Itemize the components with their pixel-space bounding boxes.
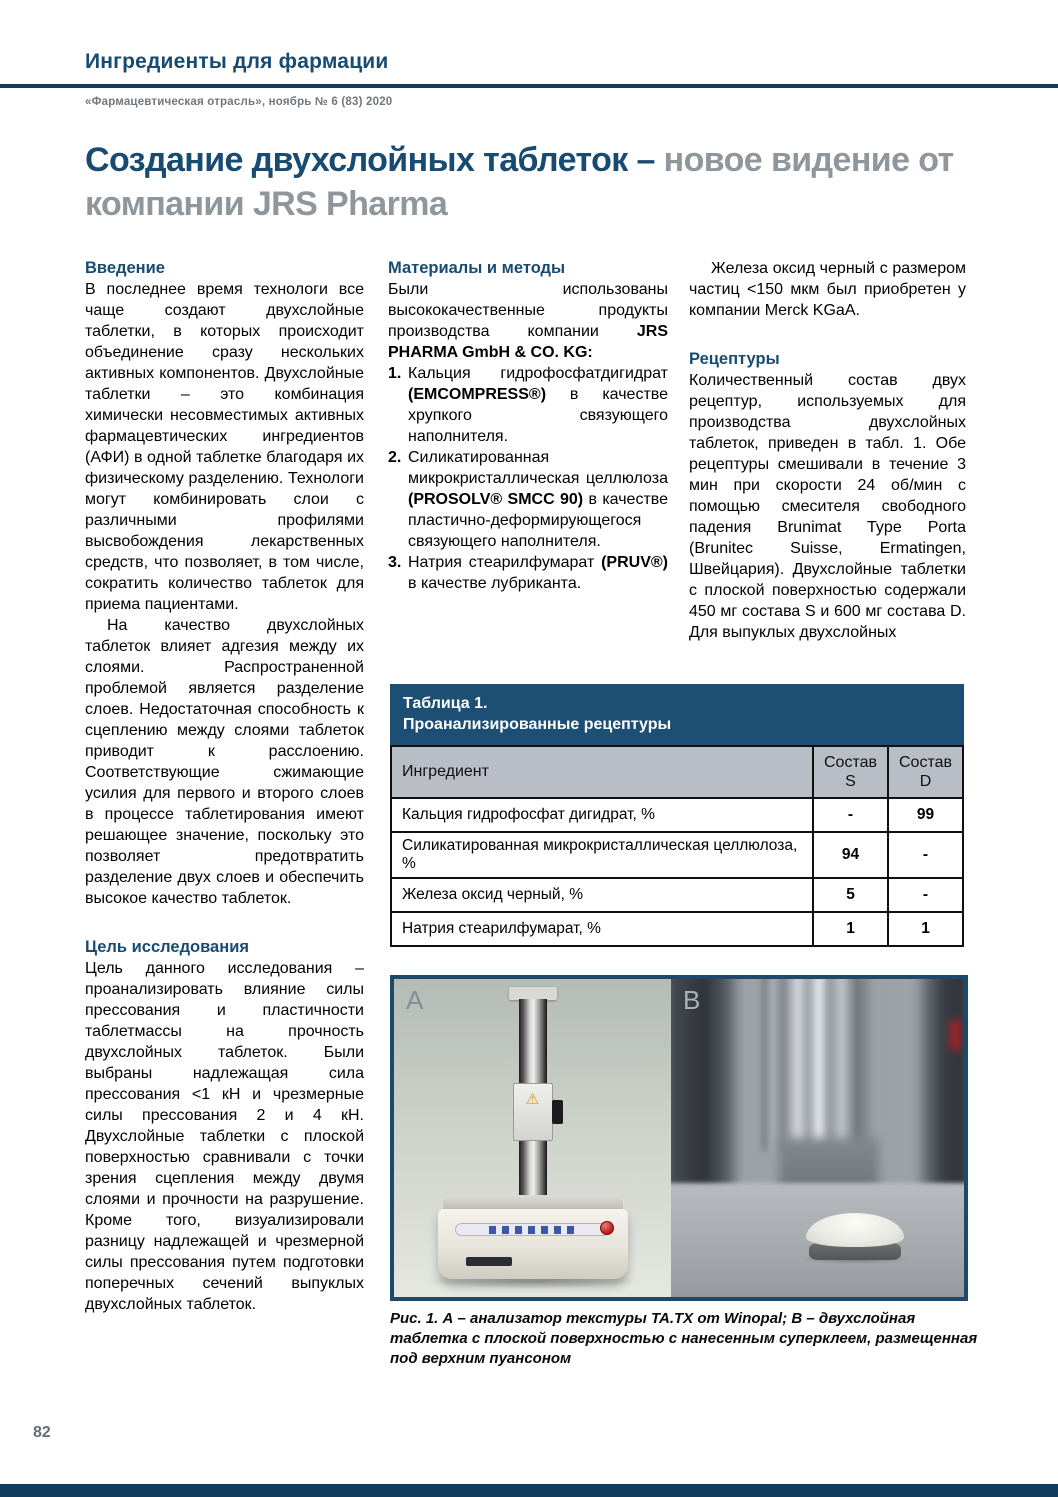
column-header-text: D [919,773,932,790]
list-text: в качестве лубриканта. [408,575,582,592]
analyzer-base [438,1209,628,1279]
column-3 [689,258,966,643]
product-name: (PROSOLV® SMCC 90) [408,491,584,508]
texture-analyzer-illustration [394,979,671,1297]
background-column-right [920,979,964,1205]
brand-plate [466,1257,512,1266]
table-1 [390,684,964,947]
figure-caption: Рис. 1. А – анализатор текстуры TA.TX от Winopal; В – двухслойная таблетка с плоской поверхностью с нанесенным суперклеем, размещенная под верхним пуансоном [390,1310,978,1367]
table-title [390,684,964,745]
paragraph-text: Были использованы высококачественные продукты производства компании [388,281,668,340]
list-number: 1. [388,365,402,382]
list-text: Кальция гидрофосфатдигидрат [408,365,668,382]
cell-ingredient: Кальция гидрофосфат дигидрат, % [391,798,813,832]
list-text: Силикатированная микрокристаллическая целлюлоза [408,449,668,487]
cell-value-d: 99 [888,798,963,832]
paragraph [388,279,668,363]
article-title-sub-line1: новое видение от [663,141,954,179]
heading-formulations: Рецептуры [689,350,780,368]
table-row [391,832,963,878]
heading-introduction: Введение [85,259,165,277]
warning-icon: ⚠ [525,1091,540,1108]
issue-line: «Фармацевтическая отрасль», ноябрь № 6 (83) 2020 [85,96,393,108]
brand-name: JRS PHARMA GmbH & CO. KG: [388,323,668,361]
list-text: в качестве пластично-деформирующегося связующего наполнителя. [408,491,668,550]
analyzer-knob [552,1100,563,1124]
header-rule [0,84,1058,88]
table-header-row [391,746,963,798]
table-row [391,798,963,832]
heading-goal: Цель исследования [85,938,249,956]
spacer [85,909,364,937]
emergency-button [600,1221,614,1235]
list-item [388,552,668,594]
control-buttons [489,1226,575,1234]
control-strip [455,1223,611,1236]
list-number: 2. [388,449,402,466]
table-row [391,912,963,946]
cell-value-s: 1 [813,912,888,946]
figure-panel-a [394,979,671,1297]
list-text: Натрия стеарилфумарат [408,554,602,571]
spacer [689,321,966,349]
paragraph: На качество двухслойных таблеток влияет адгезия между их слоями. Распространенной проблемой является разделение слоев. Недостаточная способность к сцеплению между слоями таблеток приводит к расслоению. Соответствующие сжимающие усилия для первого и второго слоев в процессе таблетирования имеют решающее значение, поскольку это позволяет предотвратить разделение двух слоев и обеспечить высокое качество таблеток. [85,617,364,907]
panel-b-label: B [683,985,701,1015]
list-item [388,447,668,552]
article-title-sub-line2: компании JRS Pharma [85,185,448,223]
column-2 [388,258,668,594]
red-highlight [950,1020,961,1050]
section-title: Ингредиенты для фармации [85,50,389,73]
background-column-left [671,979,738,1211]
column-header-ingredient: Ингредиент [391,746,813,798]
upper-punch [762,979,876,1151]
list-number: 3. [388,554,402,571]
cell-value-s: 94 [813,832,888,878]
product-name: (EMCOMPRESS®) [408,386,547,403]
cell-value-s: 5 [813,878,888,912]
table-title-line2: Проанализированные рецептуры [403,716,672,733]
product-name: (PRUV®) [601,554,668,571]
article-title-main: Создание двухслойных таблеток – [85,141,664,179]
figure-panel-b [671,979,964,1297]
cell-value-d: 1 [888,912,963,946]
cell-ingredient: Натрия стеарилфумарат, % [391,912,813,946]
tablet-white-layer [806,1213,904,1247]
page-number: 82 [33,1424,51,1441]
cell-ingredient: Силикатированная микрокристаллическая целлюлоза, % [391,832,813,878]
cell-ingredient: Железа оксид черный, % [391,878,813,912]
list-text: в качестве хрупкого связующего наполнителя. [408,386,668,445]
bilayer-tablet [806,1214,904,1262]
panel-a-label: A [406,985,424,1015]
paragraph: В последнее время технологи все чаще создают двухслойные таблетки, в которых происходит объединение сразу нескольких активных компонентов. Двухслойные таблетки – это комбинация химически несовместимых активных фармацевтических ингредиентов (АФИ) в одной таблетке благодаря их физическому разделению. Технологи могут комбинировать слои с различными профилями высвобождения лекарственных средств, что позволяет, в том числе, сократить количество таблеток для приема пациентами. [85,281,364,613]
column-header-text: Состав [824,754,877,771]
column-header-text: S [845,773,856,790]
list-item-text [408,552,668,594]
cell-value-d: - [888,878,963,912]
footer-bar [0,1484,1058,1497]
list-item [388,363,668,447]
analyzer-carriage [513,1083,553,1141]
table-title-line1: Таблица 1. [403,695,488,712]
cell-value-s: - [813,798,888,832]
formulations-table [390,745,964,947]
column-header-composition-s [813,746,888,798]
figure-1-photo [390,975,968,1301]
list-item-text [408,363,668,447]
heading-materials: Материалы и методы [388,259,566,277]
article-title [85,138,1025,226]
paragraph: Железа оксид черный с размером частиц <150 мкм был приобретен у компании Merck KGaA. [689,260,966,319]
column-1 [85,258,364,1315]
list-item-text [408,447,668,552]
column-header-text: Состав [899,754,952,771]
table-row [391,878,963,912]
column-header-composition-d [888,746,963,798]
cell-value-d: - [888,832,963,878]
paragraph: Цель данного исследования – проанализировать влияние силы прессования и пластичности таблетмассы на прочность двухслойных таблеток. Были выбраны надлежащая сила прессования <1 кН и чрезмерные силы прессования 2 и 4 кН. Двухслойные таблетки с плоской поверхностью сравнивали с точки зрения сцепления между двумя слоями и прочности на разрушение. Кроме того, визуализировали разницу надлежащей и чрезмерной силы прессования путем подготовки поперечных сечений выпуклых двухслойных таблеток. [85,960,364,1313]
paragraph: Количественный состав двух рецептур, используемых для производства двухслойных таблеток, приведен в табл. 1. Обе рецептуры смешивали в течение 3 мин при скорости 24 об/мин с помощью смесителя свободного падения Brunimat Type Porta (Brunitec Suisse, Ermatingen, Швейцария). Двухслойные таблетки с плоской поверхностью содержали 450 мг состава S и 600 мг состава D. Для выпуклых двухслойных [689,372,966,641]
